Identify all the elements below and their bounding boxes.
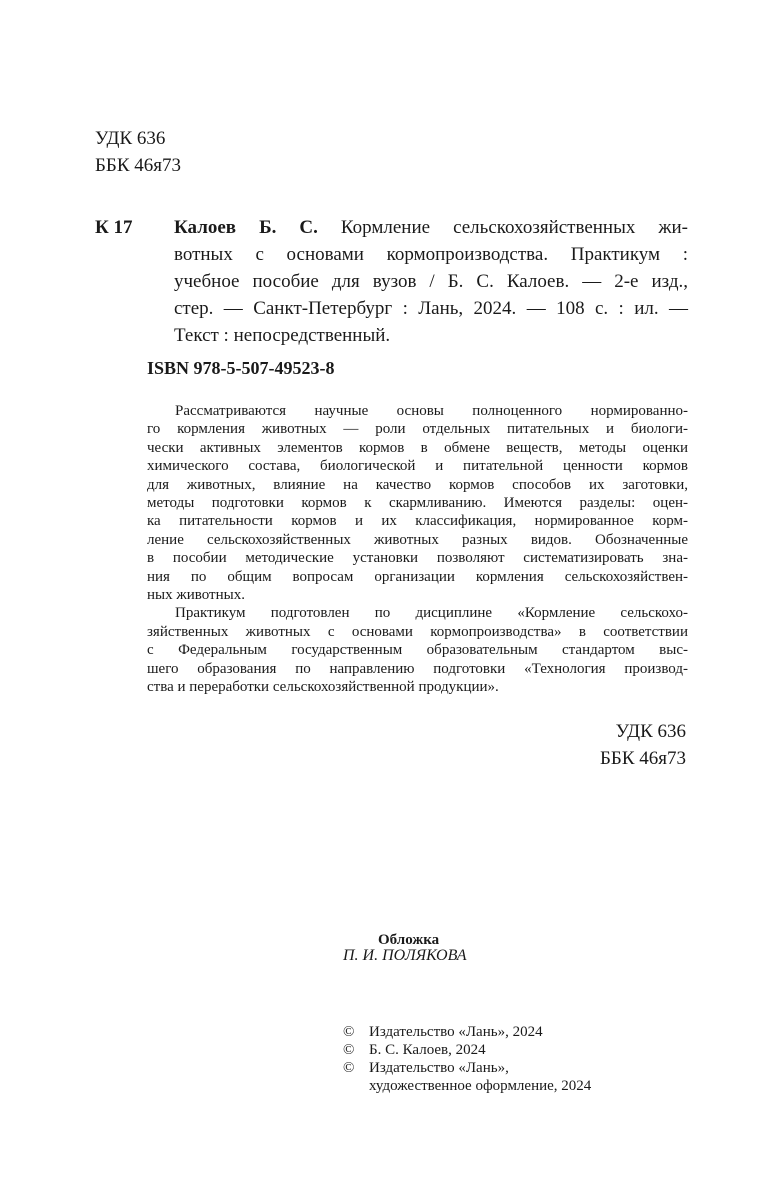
copyright-text: Издательство «Лань», — [369, 1060, 509, 1076]
copyright-text: художественное оформление, 2024 — [369, 1078, 592, 1094]
copyright-block — [343, 1023, 591, 1095]
abstract-line: шего образования по направлению подготовки «Технология производ- — [147, 660, 688, 677]
author-name: Калоев Б. С. — [174, 217, 318, 238]
bbk-footer: ББК 46я73 — [600, 748, 686, 769]
abstract-paragraph-2 — [147, 604, 688, 696]
abstract-line: химического состава, биологической и питательной ценности кормов — [147, 458, 688, 475]
cover-designer: П. И. ПОЛЯКОВА — [343, 947, 467, 964]
copyright-text: Издательство «Лань», 2024 — [369, 1024, 543, 1040]
entry-line: Кормление сельскохозяйственных жи- — [340, 217, 689, 238]
abstract-line: зяйственных животных с основами кормопроизводства» в соответствии — [147, 623, 688, 640]
udk-footer: УДК 636 — [615, 721, 686, 742]
abstract-paragraph-1 — [147, 402, 688, 604]
abstract-line: Рассматриваются научные основы полноценного нормированно- — [175, 403, 688, 419]
abstract-line: ния по общим вопросам организации кормления сельскохозяйствен- — [147, 568, 688, 585]
bbk-header: ББК 46я73 — [95, 155, 181, 176]
copyright-line — [343, 1041, 591, 1059]
entry-line: вотных с основами кормопроизводства. Практикум : — [174, 244, 688, 265]
abstract-line: в пособии методические установки позволяют систематизировать зна- — [147, 550, 688, 567]
abstract-line: ных животных. — [147, 587, 245, 604]
udk-header: УДК 636 — [95, 128, 166, 149]
copyright-line — [343, 1023, 591, 1041]
abstract — [147, 402, 688, 697]
cover-label: Обложка — [378, 932, 440, 948]
copyright-line — [343, 1059, 591, 1077]
copyright-symbol: © — [343, 1024, 355, 1040]
abstract-line: ка питательности кормов и их классификация, нормированное корм- — [147, 513, 688, 530]
abstract-line: с Федеральным государственным образовательным стандартом выс- — [147, 642, 688, 659]
catalog-code: К 17 — [95, 217, 133, 238]
copyright-symbol: © — [343, 1060, 355, 1076]
copyright-line — [343, 1077, 591, 1095]
abstract-line: го кормления животных — роли отдельных питательных и биологи- — [147, 421, 688, 438]
abstract-line: для животных, влияние на качество кормов способов их заготовки, — [147, 476, 688, 493]
abstract-line: ление сельскохозяйственных животных разных видов. Обозначенные — [147, 531, 688, 548]
entry-line: стер. — Санкт-Петербург : Лань, 2024. — 108 с. : ил. — — [174, 298, 688, 319]
entry-line: учебное пособие для вузов / Б. С. Калоев. — 2-е изд., — [174, 271, 688, 292]
abstract-line: Практикум подготовлен по дисциплине «Кормление сельскохо- — [175, 605, 688, 622]
copyright-symbol: © — [343, 1042, 355, 1058]
entry-line: Текст : непосредственный. — [174, 325, 391, 346]
abstract-line: методы подготовки кормов к скармливанию. Имеются разделы: оцен- — [147, 495, 688, 512]
abstract-line: чески активных элементов кормов в обмене веществ, методы оценки — [147, 439, 688, 456]
bibliographic-entry — [174, 214, 688, 349]
abstract-line: ства и переработки сельскохозяйственной продукции». — [147, 679, 499, 696]
isbn: ISBN 978-5-507-49523-8 — [147, 358, 335, 378]
copyright-text: Б. С. Калоев, 2024 — [369, 1042, 486, 1058]
